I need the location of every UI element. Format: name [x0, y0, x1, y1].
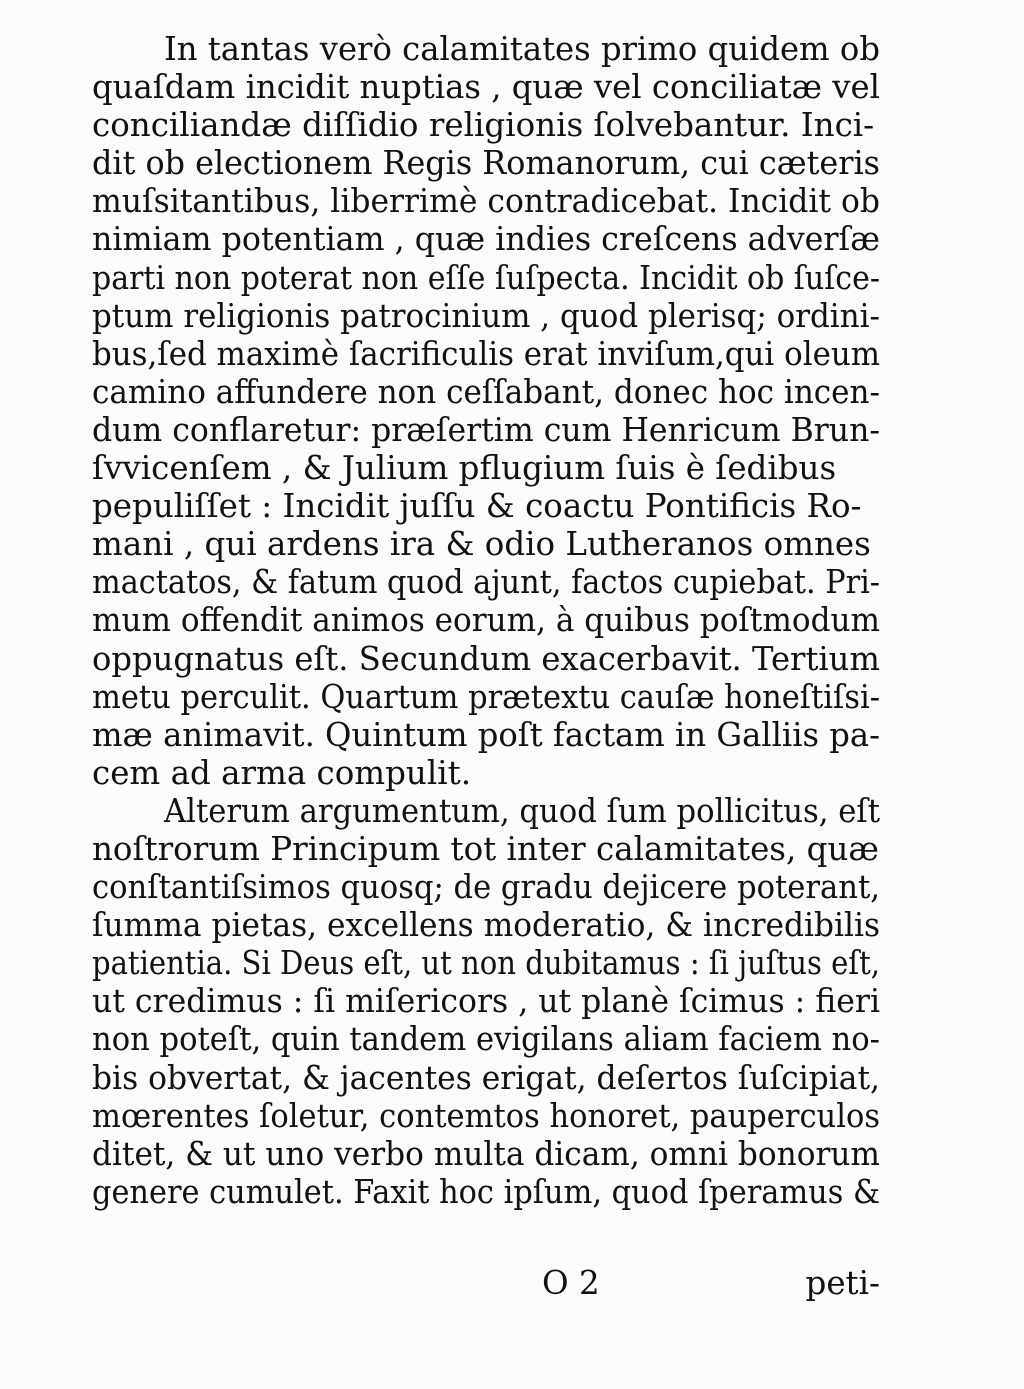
text-line: ut credimus : ſi miſericors , ut planè ſcimus : fieri	[92, 982, 881, 1021]
text-line: oppugnatus eſt. Secundum exacerbavit. Tertium	[92, 639, 880, 678]
text-line: noſtrorum Principum tot inter calamitates, quæ	[92, 829, 879, 868]
text-line: parti non poterat non eſſe ſuſpecta. Incidit ob ſuſce-	[92, 258, 880, 297]
text-line: mæ animavit. Quintum poſt factam in Galliis pa-	[92, 715, 881, 754]
body-text	[92, 30, 880, 1211]
text-line: mani , qui ardens ira & odio Lutheranos omnes	[92, 525, 871, 564]
text-line: mactatos, & fatum quod ajunt, factos cupiebat. Pri-	[92, 563, 880, 602]
text-line: mum offendit animos eorum, à quibus poſtmodum	[92, 601, 880, 640]
text-line: ditet, & ut uno verbo multa dicam, omni bonorum	[92, 1134, 880, 1173]
text-line: genere cumulet. Faxit hoc ipſum, quod ſperamus &	[92, 1172, 881, 1211]
text-line: metu perculit. Quartum prætextu cauſæ honeſtiſsi-	[92, 677, 880, 716]
text-line: ſvvicenſem , & Julium pflugium ſuis è ſedibus	[92, 449, 837, 488]
signature-mark: O 2	[542, 1264, 600, 1302]
text-line: In tantas verò calamitates primo quidem ob	[164, 30, 880, 68]
text-line: conſtantiſsimos quosq; de gradu dejicere poterant,	[92, 868, 880, 907]
text-line: Alterum argumentum, quod ſum pollicitus, eſt	[164, 791, 881, 830]
page-footer	[92, 1263, 880, 1303]
text-line: mœrentes ſoletur, contemtos honoret, pauperculos	[92, 1096, 881, 1135]
text-line: muſsitantibus, liberrimè contradicebat. Incidit ob	[92, 182, 880, 221]
text-line: pepuliſſet : Incidit juſſu & coactu Pontificis Ro-	[92, 487, 862, 526]
catchword: peti-	[805, 1264, 880, 1302]
text-line: bus,ſed maximè ſacrificulis erat inviſum,qui oleum	[92, 334, 880, 373]
text-line: ſumma pietas, excellens moderatio, & incredibilis	[92, 906, 881, 945]
text-line: dum conflaretur: præſertim cum Henricum Brun-	[92, 410, 880, 449]
text-line: quaſdam incidit nuptias , quæ vel conciliatæ vel	[92, 68, 880, 107]
text-line: dit ob electionem Regis Romanorum, cui cæteris	[92, 144, 880, 183]
text-line: non poteſt, quin tandem evigilans aliam faciem no-	[92, 1020, 880, 1059]
text-line: bis obvertat, & jacentes erigat, deſertos ſuſcipiat,	[92, 1058, 881, 1097]
text-line: camino affundere non ceſſabant, donec hoc incen-	[92, 372, 881, 411]
text-line: conciliandæ diſſidio religionis ſolvebantur. Inci-	[92, 106, 875, 145]
text-line: nimiam potentiam , quæ indies creſcens adverſæ	[92, 220, 881, 259]
text-line: patientia. Si Deus eſt, ut non dubitamus : ſi juſtus eſt,	[92, 944, 881, 983]
text-line: ptum religionis patrocinium , quod plerisq; ordini-	[92, 296, 880, 335]
text-line: cem ad arma compulit.	[92, 753, 472, 792]
